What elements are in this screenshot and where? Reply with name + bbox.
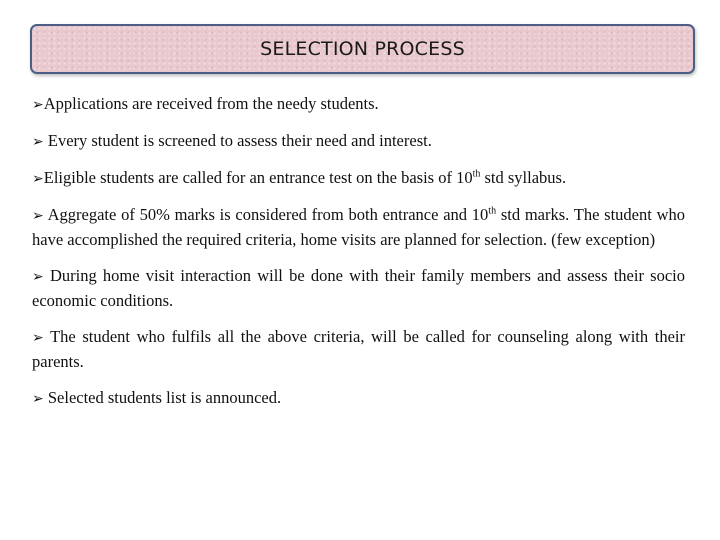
arrow-bullet-icon: ➢ (32, 171, 44, 187)
arrow-bullet-icon: ➢ (32, 134, 44, 150)
list-item (32, 166, 685, 191)
ordinal-suffix: th (488, 205, 497, 217)
item-text: The student who fulfils all the above criteria, will be called for counseling along with their parents. (32, 327, 685, 371)
item-text: std syllabus. (480, 168, 567, 187)
list-item (32, 325, 685, 374)
arrow-bullet-icon: ➢ (32, 269, 44, 285)
item-text: std marks. The student who have accomplished the required criteria, home visits are planned for selection. (few exception) (32, 205, 686, 249)
arrow-bullet-icon: ➢ (32, 330, 44, 346)
ordinal-suffix: th (472, 168, 481, 180)
arrow-bullet-icon: ➢ (32, 97, 44, 113)
item-text: Applications are received from the needy students. (43, 94, 379, 113)
item-text: Eligible students are called for an entrance test on the basis of 10 (43, 168, 473, 187)
arrow-bullet-icon: ➢ (32, 208, 44, 224)
item-text: During home visit interaction will be done with their family members and assess their socio economic conditions. (32, 266, 685, 310)
list-item (32, 129, 685, 154)
bullet-list (32, 92, 685, 423)
list-item (32, 203, 685, 252)
list-item (32, 92, 685, 117)
item-text: Aggregate of 50% marks is considered from both entrance and 10 (47, 205, 489, 224)
list-item (32, 386, 685, 411)
title-banner (30, 24, 695, 74)
item-text: Every student is screened to assess their need and interest. (47, 131, 432, 150)
item-text: Selected students list is announced. (47, 388, 282, 407)
arrow-bullet-icon: ➢ (32, 391, 44, 407)
list-item (32, 264, 685, 313)
page-title: SELECTION PROCESS (260, 38, 465, 60)
